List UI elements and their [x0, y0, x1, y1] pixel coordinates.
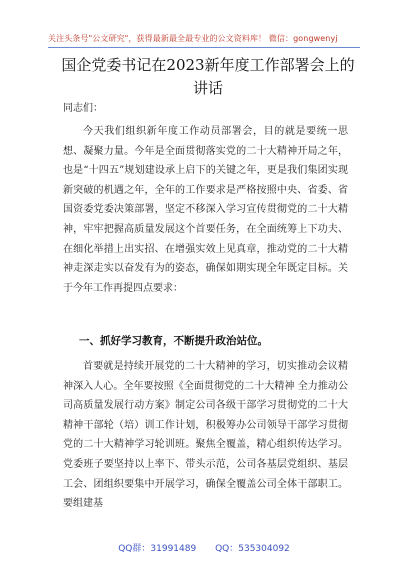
- body-paragraph-intro: 今天我们组织新年度工作动员部署会，目的就是要统一思想、凝聚力量。今年是全面贯彻落实党的二十大精神开局之年，也是“十四五”规划建设承上启下的关键之年，更是我们集团实现新突破的机遇之年，全年的工作要求是严格按照中央、省委、省国资委党委决策部署，坚定不移深入学习宣传贯彻党的二十大精神，牢牢把握高质量发展这个首要任务，在全面统筹上下功夫、在细化举措上出实招、在增强实效上见真章，推动党的二十大精神走深走实以奋发有为的姿态，确保如期实现全年既定目标。关于今年工作再提四点要求：: [63, 126, 348, 294]
- body-paragraph-study: 首要就是持续开展党的二十大精神的学习，切实推动会议精神深入人心。全年要按照《全面贯彻党的二十大精神 全力推动公司高质量发展行动方案》制定公司各级干部学习贯彻党的二十大精神干部轮（培）训工作计划，积极筹办公司领导干部学习贯彻党的二十大精神学习轮训班。聚焦全覆盖，精心组织传达学习。党委班子要坚持以上率下、带头示范，公司各基层党组织、基层工会、团组织要集中开展学习，确保全覆盖公司全体干部职工。要组建基: [63, 361, 348, 510]
- section-heading: 一、抓好学习教育，不断提升政治站位。: [79, 335, 268, 347]
- document-title: 国企党委书记在2023新年度工作部署会上的讲话: [61, 56, 355, 97]
- header-divider: [48, 47, 360, 48]
- footer-qq: QQ：535304092: [215, 544, 290, 554]
- greeting: 同志们：: [63, 103, 103, 114]
- footer-qq-group: QQ群：31991489: [118, 544, 197, 554]
- footer-contact: [0, 541, 408, 554]
- promo-header: 关注头条号"公文研究"，获得最新最全最专业的公文资料库！ 微信：gongwenyj: [48, 34, 338, 43]
